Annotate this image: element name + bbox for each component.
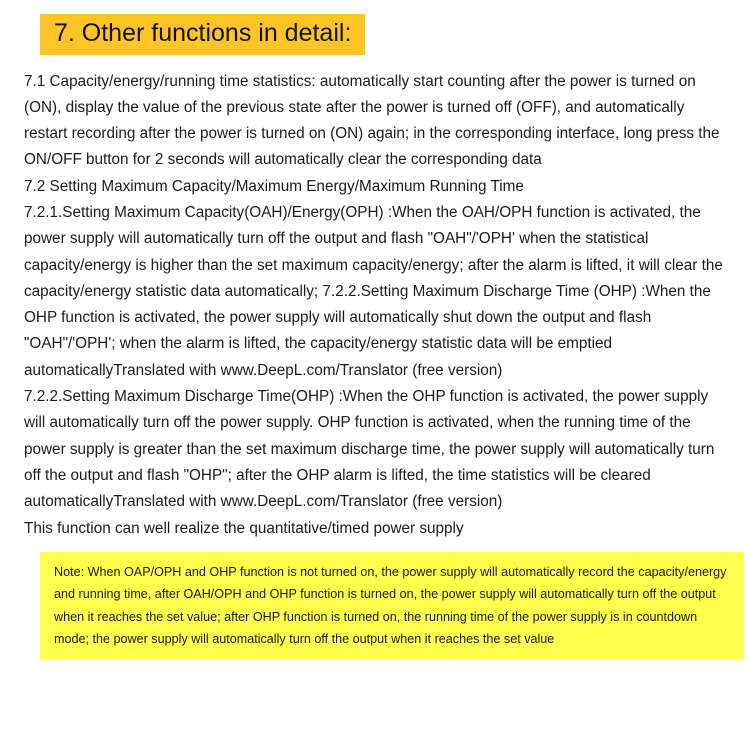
note-text: Note: When OAP/OPH and OHP function is not turned on, the power supply will automatically record the capacity/energy and running time, after OAH/OPH and OHP function is turned on, the power supply will automatically turn off the output when it reaches the set value; after OHP function is turned on, the running time of the power supply is in countdown mode; the power supply will automatically turn off the output when it reaches the set value (54, 564, 727, 647)
paragraph-7-1: 7.1 Capacity/energy/running time statistics: automatically start counting after the power is turned on (ON), display the value of the previous state after the power is turned off (OFF), and automatically restart recording after the power is turned on (ON) again; in the corresponding interface, long press the ON/OFF button for 2 seconds will automatically clear the corresponding data (24, 72, 720, 169)
note-callout (40, 552, 744, 661)
paragraph-7-2-1: 7.2.1.Setting Maximum Capacity(OAH)/Energy(OPH) :When the OAH/OPH function is activated, the power supply will automatically turn off the output and flash "OAH"/'OPH' when the statistical capacity/energy is higher than the set maximum capacity/energy; after the alarm is lifted, it will clear the capacity/energy statistic data automatically; 7.2.2.Setting Maximum Discharge Time (OHP) :When the OHP function is activated, the power supply will automatically shut down the output and flash "OAH"/'OPH'; when the alarm is lifted, the capacity/energy statistic data will be emptied automaticallyTranslated with www.DeepL.com/Translator (free version) (24, 203, 723, 379)
section-heading-highlight (40, 14, 365, 55)
paragraph-7-2-2: 7.2.2.Setting Maximum Discharge Time(OHP) :When the OHP function is activated, the power supply will automatically turn off the power supply. OHP function is activated, when the running time of the power supply is greater than the set maximum discharge time, the power supply will automatically turn off the output and flash "OHP"; after the OHP alarm is lifted, the time statistics will be cleared automaticallyTranslated with www.DeepL.com/Translator (free version) (24, 388, 715, 511)
paragraph-summary: This function can well realize the quantitative/timed power supply (24, 519, 464, 537)
page-title: 7. Other functions in detail: (54, 19, 352, 47)
paragraph-7-2: 7.2 Setting Maximum Capacity/Maximum Energy/Maximum Running Time (24, 177, 524, 195)
document-body (18, 69, 732, 542)
